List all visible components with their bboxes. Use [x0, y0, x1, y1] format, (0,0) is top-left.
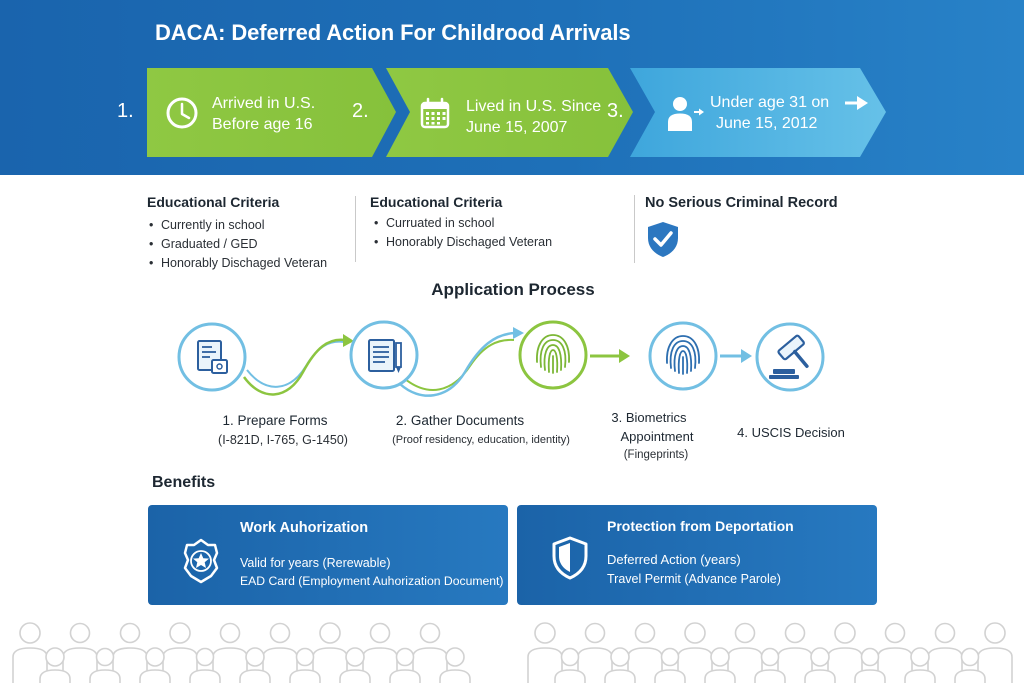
process-step-2-detail: (Proof residency, education, identity) — [392, 434, 570, 446]
step-3-line2: June 15, 2012 — [716, 115, 818, 132]
criteria-2-list — [374, 214, 552, 252]
step-3-line1: Under age 31 on — [710, 94, 830, 111]
step-2-line2: June 15, 2007 — [466, 119, 568, 136]
step-number-1: 1. — [117, 100, 134, 122]
step-1-line1: Arrived in U.S. — [212, 95, 316, 112]
badge-icon — [181, 537, 221, 585]
shield-icon — [552, 536, 588, 580]
benefit-card-line: Travel Permit (Advance Parole) — [607, 572, 781, 586]
process-node-4 — [650, 323, 716, 389]
benefit-card-line: Valid for years (Rerewable) — [240, 556, 391, 570]
process-step-1-detail: (I-821D, I-765, G-1450) — [218, 433, 348, 447]
benefit-card-line: EAD Card (Employment Auhorization Document) — [240, 574, 504, 588]
step-number-2: 2. — [352, 100, 369, 122]
process-node-3 — [520, 322, 586, 388]
benefit-card-title: Work Auhorization — [240, 520, 369, 536]
benefit-card-line: Deferred Action (years) — [607, 552, 741, 567]
process-step-4-label: 4. USCIS Decision — [737, 425, 845, 440]
benefit-card-protection — [517, 505, 877, 605]
header-banner — [0, 0, 1024, 175]
arrow-head-icon — [619, 349, 630, 363]
connector-curve — [244, 340, 345, 395]
arrow-head-icon — [741, 349, 752, 363]
page-title: DACA: Deferred Action For Childrood Arrivals — [155, 20, 631, 45]
arrow-head-icon — [513, 327, 524, 339]
step-2-line1: Lived in U.S. Since — [466, 98, 602, 115]
benefit-card-title: Protection from Deportation — [607, 518, 794, 534]
shield-check-icon — [646, 221, 680, 258]
list-item: • Honorably Dischaged Veteran — [149, 254, 327, 273]
divider — [634, 195, 635, 263]
criteria-2-title: Educational Criteria — [370, 194, 503, 210]
process-step-3-detail: (Fingeprints) — [623, 449, 689, 461]
list-item: • Honorably Dischaged Veteran — [374, 233, 552, 252]
list-item: • Currently in school — [149, 216, 327, 235]
criteria-1-title: Educational Criteria — [147, 194, 280, 210]
process-flow-diagram — [150, 315, 850, 405]
process-step-2-label: 2. Gather Documents — [395, 413, 525, 428]
list-item: • Graduated / GED — [149, 235, 327, 254]
criteria-3-title: No Serious Criminal Record — [645, 195, 838, 211]
criteria-1-list — [149, 216, 327, 273]
section-title-application-process: Application Process — [431, 280, 595, 299]
step-1-line2: Before age 16 — [212, 116, 313, 133]
list-item: • Curruated in school — [374, 214, 552, 233]
process-step-3-label: 3. Biometrics — [611, 410, 687, 425]
benefit-card-work-authorization — [148, 505, 508, 605]
crowd-silhouette-icon — [0, 615, 1024, 683]
process-step-1-label: 1. Prepare Forms — [222, 413, 328, 428]
connector-curve — [405, 340, 514, 390]
section-title-benefits: Benefits — [152, 474, 216, 491]
divider — [355, 196, 356, 262]
process-step-3-label-line2: Appointment — [620, 429, 694, 444]
connector-curve — [247, 342, 344, 387]
step-number-3: 3. — [607, 100, 624, 122]
